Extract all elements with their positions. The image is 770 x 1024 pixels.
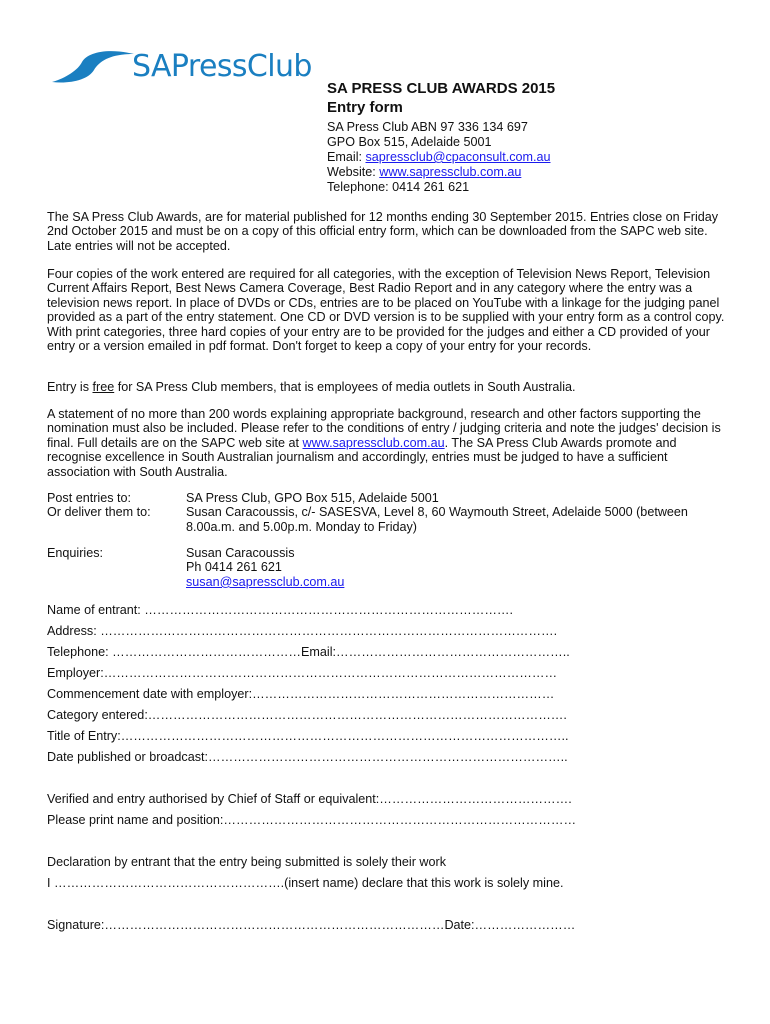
page-title: SA PRESS CLUB AWARDS 2015 (327, 80, 556, 97)
enquiries-phone: Ph 0414 261 621 (186, 560, 282, 575)
page-subtitle: Entry form (327, 99, 403, 116)
post-values (186, 491, 726, 534)
deliver-address: Susan Caracoussis, c/- SASESVA, Level 8, 60 Waymouth Street, Adelaide 5000 (between 8.00a.m. and 5.00p.m. Monday to Friday) (186, 505, 688, 534)
post-label: Post entries to: (47, 491, 131, 505)
logo-text: SAPressClub (132, 49, 312, 84)
signature-date-field[interactable]: Signature:………………………………………………………………………Date:…………………… (47, 918, 576, 932)
statement-text-a: A statement of no more than 200 words explaining appropriate background, research and other factors supporting the nomination must also be included. Please refer to the conditions of entry / judging criteria and note the judges' decision is final. Full details are on the SAPC web site at (47, 407, 721, 450)
website-line (327, 165, 747, 180)
free-entry-paragraph (47, 380, 727, 394)
email-label: Email: (327, 150, 366, 164)
header-block (327, 80, 747, 195)
sapressclub-logo (48, 46, 310, 90)
title-field[interactable]: Title of Entry:…………………………………………………………………………………………….. (47, 729, 569, 743)
declaration-field[interactable]: I ……………………………………………….(insert name) declare that this work is solely mine. (47, 876, 564, 890)
enquiries-email-link[interactable]: susan@sapressclub.com.au (186, 574, 345, 589)
date-published-field[interactable]: Date published or broadcast:………………………………………………………………………….. (47, 750, 568, 764)
category-field[interactable]: Category entered:………………………………………………………………………………………. (47, 708, 567, 722)
post-address: SA Press Club, GPO Box 515, Adelaide 5001 (186, 491, 439, 505)
email-link[interactable]: sapressclub@cpaconsult.com.au (365, 150, 551, 164)
website-link[interactable]: www.sapressclub.com.au (379, 165, 522, 179)
telephone-line: Telephone: 0414 261 621 (327, 180, 470, 194)
website-label: Website: (327, 165, 380, 179)
free-entry-text-b: for SA Press Club members, that is employees of media outlets in South Australia. (114, 380, 576, 394)
post-labels (47, 491, 187, 520)
commencement-field[interactable]: Commencement date with employer:……………………………………………………………… (47, 687, 555, 701)
swoosh-icon (48, 48, 134, 86)
abn-line: SA Press Club ABN 97 336 134 697 (327, 120, 528, 134)
copies-paragraph: Four copies of the work entered are required for all categories, with the exception of Television News Report, Television Current Affairs Report, Best News Camera Coverage, Best Radio Report and in any category where the entry was a television news report. In place of DVDs or CDs, entries are to be placed on YouTube with a linkage for the judging panel provided as a part of the entry statement. One CD or DVD version is to be supplied with your entry form as a control copy. With print categories, three hard copies of your entry are to be provided for the judges and either a CD provided of your entry or a version emailed in pdf format. Don't forget to keep a copy of your entry for your records. (47, 267, 725, 354)
deliver-label: Or deliver them to: (47, 505, 151, 520)
address-field[interactable]: Address: ………………………………………………………………………………………………. (47, 624, 558, 638)
email-line (327, 150, 747, 165)
name-field[interactable]: Name of entrant: ……………………………………………………………………………. (47, 603, 514, 617)
enquiries-label: Enquiries: (47, 546, 104, 560)
statement-paragraph (47, 407, 727, 479)
intro-paragraph: The SA Press Club Awards, are for material published for 12 months ending 30 September 2015. Entries close on Friday 2nd October 2015 and must be on a copy of this official entry form, which can be downloaded from the SAPC web site. Late entries will not be accepted. (47, 210, 719, 253)
employer-field[interactable]: Employer:……………………………………………………………………………………………… (47, 666, 558, 680)
enquiries-values (186, 546, 726, 589)
statement-text-b: . The SA Press Club Awards promote and recognise excellence in South Australian journalism and accordingly, entries must be judged to have a sufficient association with South Australia. (47, 435, 677, 479)
enquiries-name: Susan Caracoussis (186, 546, 295, 560)
free-word: free (92, 380, 115, 394)
verified-field[interactable]: Verified and entry authorised by Chief of Staff or equivalent:………………………………………. (47, 792, 572, 806)
statement-website-link[interactable]: www.sapressclub.com.au (302, 435, 445, 450)
declaration-heading: Declaration by entrant that the entry being submitted is solely their work (47, 855, 447, 869)
free-entry-text-a: Entry is (47, 380, 93, 394)
enquiries-section (47, 546, 737, 590)
postal-address: GPO Box 515, Adelaide 5001 (327, 135, 492, 149)
print-name-field[interactable]: Please print name and position:………………………………………………………………………… (47, 813, 577, 827)
telephone-email-field[interactable]: Telephone: ………………………………………Email:……………………………………………….. (47, 645, 570, 659)
post-entries-section (47, 491, 737, 535)
